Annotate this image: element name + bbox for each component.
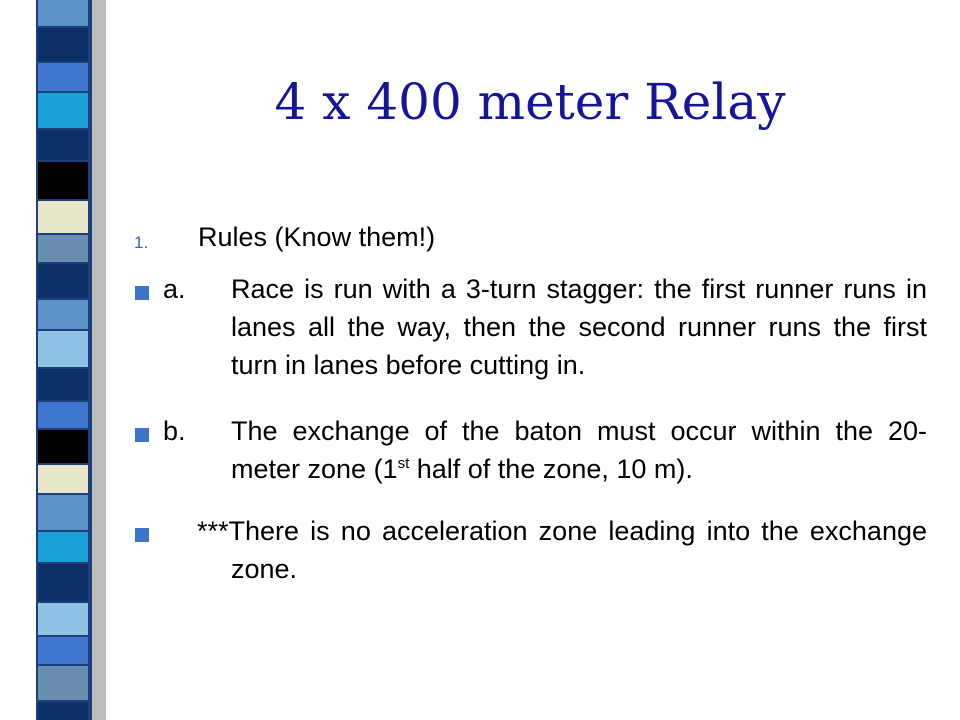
- bullet-paragraph-b: [163, 412, 927, 488]
- stripe-band: [38, 235, 88, 262]
- bullet-icon: [135, 286, 149, 300]
- stripe-band: [38, 63, 88, 91]
- stripe-band: [38, 465, 88, 493]
- bullet-label: a.: [163, 274, 186, 304]
- stripe-band: [38, 702, 88, 720]
- stripe-band: [38, 603, 88, 635]
- stripe-band: [38, 532, 88, 562]
- item-number: 1.: [134, 233, 149, 252]
- bullet-text: ***There is no acceleration zone leading into the exchange zone.: [197, 516, 927, 584]
- stripe-band: [38, 162, 88, 199]
- stripe-band: [38, 130, 88, 160]
- bullet-paragraph-a: [163, 270, 927, 384]
- bullet-label: b.: [163, 416, 186, 446]
- stripe-band: [38, 93, 88, 128]
- stripe-band: [38, 495, 88, 530]
- superscript-text: st: [397, 455, 410, 472]
- stripe-band: [38, 264, 88, 298]
- stripe-band: [38, 201, 88, 233]
- stripe-band: [38, 430, 88, 463]
- stripe-band: [38, 300, 88, 329]
- bullet-text-tail: half of the zone, 10 m).: [409, 454, 693, 484]
- stripe-band: [38, 331, 88, 367]
- stripe-band: [38, 637, 88, 664]
- bullet-icon: [135, 528, 149, 542]
- bullet-icon: [135, 428, 149, 442]
- item-text: Rules (Know them!): [198, 222, 436, 252]
- stripe-band: [38, 564, 88, 601]
- decorative-stripe-strip: [0, 0, 120, 720]
- slide-title: 4 x 400 meter Relay: [274, 73, 786, 131]
- bullet-text: The exchange of the baton must occur within the 20-meter zone (1: [231, 416, 927, 484]
- stripe-band: [38, 666, 88, 700]
- stripe-band: [38, 402, 88, 428]
- bullet-paragraph-c: [197, 512, 927, 588]
- stripe-band: [38, 28, 88, 61]
- stripe-band: [38, 0, 88, 26]
- stripe-band: [38, 369, 88, 400]
- bullet-text: Race is run with a 3-turn stagger: the first runner runs in lanes all the way, then the second runner runs the first turn in lanes before cutting in.: [231, 274, 927, 380]
